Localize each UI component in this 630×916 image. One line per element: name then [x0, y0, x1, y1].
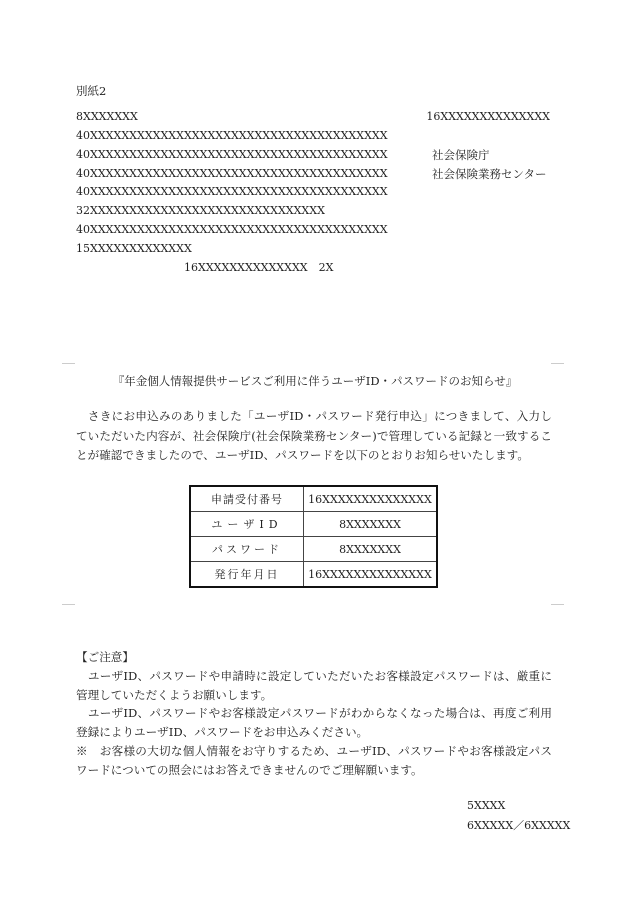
table-row	[190, 537, 437, 562]
row-value: 16XXXXXXXXXXXXXX	[304, 562, 438, 588]
address-line: 40XXXXXXXXXXXXXXXXXXXXXXXXXXXXXXXXXXXXXX	[76, 167, 388, 180]
address-line: 40XXXXXXXXXXXXXXXXXXXXXXXXXXXXXXXXXXXXXX	[76, 129, 388, 142]
document-date: 16XXXXXXXXXXXXXX	[426, 110, 550, 123]
row-label: パスワード	[190, 537, 304, 562]
address-line: 40XXXXXXXXXXXXXXXXXXXXXXXXXXXXXXXXXXXXXX	[76, 185, 388, 198]
caution-item: ※ お客様の大切な個人情報をお守りするため、ユーザID、パスワードやお客様設定パスワードについての照会にはお答えできませんのでご理解願います。	[76, 743, 552, 777]
sender-org: 社会保険庁	[432, 148, 490, 162]
footer-line-1: 5XXXX	[467, 799, 506, 812]
table-row	[190, 562, 437, 588]
address-line: 40XXXXXXXXXXXXXXXXXXXXXXXXXXXXXXXXXXXXXX	[76, 223, 388, 236]
attachment-label: 別紙2	[76, 84, 107, 98]
crop-mark	[62, 363, 75, 364]
row-value: 8XXXXXXX	[304, 512, 438, 537]
table-row	[190, 512, 437, 537]
caution-item: ユーザID、パスワードや申請時に設定していただいたお客様設定パスワードは、厳重に管理していただくようお願いします。	[76, 668, 552, 702]
address-line: 40XXXXXXXXXXXXXXXXXXXXXXXXXXXXXXXXXXXXXX	[76, 148, 388, 161]
crop-mark	[551, 363, 564, 364]
notice-title: 『年金個人情報提供サービスご利用に伴うユーザID・パスワードのお知らせ』	[112, 374, 518, 388]
footer-line-2: 6XXXXX／6XXXXX	[467, 819, 571, 832]
address-line: 32XXXXXXXXXXXXXXXXXXXXXXXXXXXXXX	[76, 204, 325, 217]
crop-mark	[551, 604, 564, 605]
row-value: 16XXXXXXXXXXXXXX	[304, 486, 438, 512]
row-value: 8XXXXXXX	[304, 537, 438, 562]
caution-item: ユーザID、パスワードやお客様設定パスワードがわからなくなった場合は、再度ご利用登録によりユーザID、パスワードをお申込みください。	[76, 706, 552, 740]
notice-body	[76, 407, 552, 466]
table-row	[190, 486, 437, 512]
caution-heading: 【ご注意】	[76, 650, 134, 664]
row-label: ユーザID	[190, 512, 304, 537]
address-line: 15XXXXXXXXXXXXX	[76, 242, 192, 255]
row-label: 申請受付番号	[190, 486, 304, 512]
addressee-line: 16XXXXXXXXXXXXXX 2X	[184, 261, 334, 274]
caution-section	[76, 648, 552, 780]
sender-center: 社会保険業務センター	[432, 167, 547, 181]
address-line: 8XXXXXXX	[76, 110, 138, 123]
crop-mark	[62, 604, 75, 605]
row-label: 発行年月日	[190, 562, 304, 588]
notice-body-text: さきにお申込みのありました「ユーザID・パスワード発行申込」につきまして、入力していただいた内容が、社会保険庁(社会保険業務センター)で管理している記録と一致することが確認できましたので、ユーザID、パスワードを以下のとおりお知らせいたします。	[76, 409, 552, 462]
credentials-table	[189, 485, 438, 588]
